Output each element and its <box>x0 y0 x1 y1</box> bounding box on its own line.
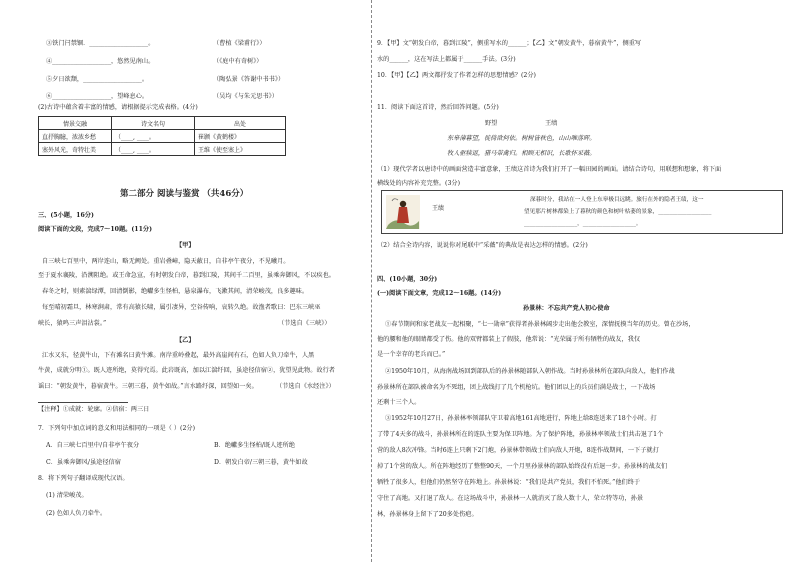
source-4: （《庭中有奇树》） <box>213 58 263 65</box>
article-line: 还剩十三个人。 <box>377 399 421 406</box>
q8-item-1: (1) 清荣峻茂。 <box>46 492 88 499</box>
column-divider <box>371 0 372 562</box>
poem-author: 王绩 <box>545 120 558 127</box>
left-column <box>0 0 372 562</box>
question-8: 8．将下列句子翻译成现代汉语。 <box>38 475 129 482</box>
q7-option-a[interactable]: A．自三峡七百里中/自非亭午夜分 <box>46 442 140 449</box>
table-cell[interactable]: （____, ____。 <box>112 130 195 143</box>
table-cell[interactable]: （____, ____。 <box>112 143 195 156</box>
q11-1: （1）现代学者以唐诗中的画面营造丰富意象，王绩这首诗为我们打开了一幅田园的画面。请结合诗句，用联想和想象，将下面 <box>377 166 722 173</box>
table-cell: 王维《使至塞上》 <box>195 143 286 156</box>
q11-2: （2）结合全诗内容，说说你对尾联中“采薇”的典故是表达怎样的情感。(2分) <box>377 242 588 249</box>
article-line: 了带了4天多的战斗，孙景林所在的连队主要为保卫阵地。为了保护阵地，孙景林率领战士们共击退了1个 <box>377 431 664 438</box>
poem-line: 牧人驱犊返，猎马带禽归。相顾无相识，长歌怀采薇。 <box>447 150 596 157</box>
scene-box <box>381 190 783 234</box>
question-10: 10．【甲】【乙】两文都抒发了作者怎样的思想情感？(2分) <box>377 72 536 79</box>
passage-label-yi: 【乙】 <box>176 337 195 344</box>
poem-title: 野望 <box>485 120 498 127</box>
table-row <box>39 143 286 156</box>
jia-line: 峡长，猿鸣三声泪沾裳。” <box>38 320 107 327</box>
section-title: 第二部分 阅读与鉴赏 （共46分） <box>120 189 249 199</box>
q11-1-cont: 横线处的内容补充完整。(3分) <box>377 180 461 187</box>
yi-line: 牛黄，成就分明①。既人迹所绝，莫得究焉。此岩既高，加以江湍纡回，虽途径信宿②，犹望见此物。故行者 <box>38 367 335 374</box>
q2-intro: (2)古诗中蕴含着丰富的情感，请根据提示完成表格。(4分) <box>38 104 198 111</box>
box-line[interactable]: ___________________，___________________。 <box>524 221 642 227</box>
fill-line-4: ④___________________，悠然见南山。 <box>46 58 155 65</box>
jia-source: （节选自《三峡》） <box>278 320 331 327</box>
box-line[interactable]: 望见那片树林都染上了暮秋的颜色和树叶枯萎的景象，___________________ <box>524 209 712 215</box>
table-cell: 崔颢《黄鹤楼》 <box>195 130 286 143</box>
box-poet-name: 王绩 <box>432 205 445 212</box>
source-3: （曹植《梁甫行》） <box>213 40 266 47</box>
q7-option-d[interactable]: D．朝发白帝/三朝三暮，黄牛如故 <box>214 459 308 466</box>
q8-item-2: (2) 色如人负刀牵牛。 <box>46 510 107 517</box>
table-header: 诗文名句 <box>112 117 195 130</box>
table-header: 出处 <box>195 117 286 130</box>
article-line: 他的腰和他的眼睛都受了伤。他的双臂都装上了假肢，他常说：“光荣属于所有牺牲的战友，我仅 <box>377 336 641 343</box>
q7-option-c[interactable]: C．虽乘奔御风/虽途径信宿 <box>46 459 121 466</box>
article-line: ①春节期间和家老战友一起相聚，“七一勋章”获得者孙景林阔步走出他会教室，深情抚摸当年的历史。曾在沙场， <box>385 321 695 328</box>
jia-line: 自三峡七百里中，两岸连山，略无阙处。重岩叠嶂，隐天蔽日，自非亭午夜分，不见曦月。 <box>42 258 290 265</box>
passage-label-jia: 【甲】 <box>176 242 195 249</box>
article-line: 营的敌人8次冲锋。当时6连上只剩下2门炮，孙景林带领战士们向敌人开炮，8连作战期间，一下子就打 <box>377 447 659 454</box>
section-4-heading: 四、(10小题，30分) <box>377 276 438 283</box>
table-row <box>39 130 286 143</box>
notes: 【注释】①成就：轮廓。②信宿：两三日 <box>38 406 150 413</box>
article-line: 掉了1个营的敌人。所在阵地经历了整整90天，一个月里孙景林的部队始终没有后退一步。孙景林的战友们 <box>377 463 668 470</box>
article-line: ②1950年10月，从海南战场回到部队后的孙景林随部队入朝作战。当时孙景林所在部队向敌人，他们作战 <box>385 368 675 375</box>
question-9: 9．【甲】文“朝发白帝，暮到江陵”，侧重写水的______；【乙】文“朝发黄牛，暮宿黄牛”，侧重写 <box>377 40 642 47</box>
article-line: 守住了高地。又打退了敌人。在这场战斗中，孙景林一人就消灭了敌人数十人，荣立特等功，孙景 <box>377 495 644 502</box>
table-cell: 直抒胸臆，浓浓乡愁 <box>39 130 112 143</box>
box-line: 深暮时分，我站在一人登上东皋极目远眺。旅行在外的隐者王绩，这一 <box>530 197 704 203</box>
sub-section-heading: (一)阅读下面文章，完成12～16题。(14分) <box>377 290 502 297</box>
article-line: 是一个幸存的老兵而已。” <box>377 351 446 358</box>
jia-line: 春冬之时，则素湍绿潭，回清倒影，绝巘多生怪柏，悬泉瀑布，飞漱其间，清荣峻茂，良多趣味。 <box>42 288 309 295</box>
fill-line-6: ⑥___________________，望峰息心。 <box>46 93 149 100</box>
jia-line: 每至晴初霜旦，林寒涧肃，常有高猿长啸，属引凄异，空谷传响，哀转久绝。故渔者歌曰：巴东三峡巫 <box>42 304 321 311</box>
fill-line-5: ⑤夕日欲颓，___________________。 <box>46 76 149 83</box>
article-line: 林，孙景林身上留下了20多处伤疤。 <box>377 511 478 518</box>
poet-illustration <box>386 195 420 229</box>
table-header: 情景交融 <box>39 117 112 130</box>
jia-line: 至于夏水襄陵，沿溯阻绝。或王命急宣，有时朝发白帝，暮到江陵，其间千二百里，虽乘奔御风，不以疾也。 <box>38 272 335 279</box>
question-7: 7．下列句中加点词的意义和用法相同的一项是（ ）(2分) <box>38 425 195 432</box>
article-line: 孙景林所在部队被命名为不死组，团上战线打了几个机枪坑。他们团以上的兵员们满是战士，一下战场 <box>377 384 656 391</box>
yi-line: 谣曰：“朝发黄牛，暮宿黄牛。三朝三暮，黄牛如故。”言水路纡深，回望如一矣。 <box>38 383 258 390</box>
article-title: 孙景林：不忘共产党人初心使命 <box>523 305 610 312</box>
right-column <box>373 0 794 562</box>
table-header-row <box>39 117 286 130</box>
section-heading: 三、(5小题，16分) <box>38 212 94 219</box>
question-9-cont: 水的______，这在写法上都属于______手法。(3分) <box>377 56 516 63</box>
q7-option-b[interactable]: B．绝巘多生怪柏/既人迹所绝 <box>214 442 295 449</box>
question-11: 11．阅读下面这首诗，然后回答问题。(5分) <box>377 104 499 111</box>
read-prompt: 阅读下面的文段，完成7～10题。(11分) <box>38 226 153 233</box>
yi-line: 江水又东，径黄牛山，下有滩名曰黄牛滩。南岸重岭叠起，最外高崖间有石，色如人负刀牵牛，人黑 <box>42 352 315 359</box>
emotion-table <box>38 116 286 156</box>
table-cell: 塞外风光，奇特壮美 <box>39 143 112 156</box>
article-line: 牺牲了很多人，但他们仍然坚守在阵地上。孙景林说：“我们是共产党员，我们不怕死。”他们终于 <box>377 479 641 486</box>
source-5: （陶弘景《答谢中书书》） <box>213 76 285 83</box>
article-line: ③1952年10月27日，孙景林率领部队守卫着高地161高地进行，阵地上给8连送来了18个小时。打 <box>385 415 657 422</box>
source-6: （吴均《与朱元思书》） <box>213 93 278 100</box>
fill-line-3: ③铁门闩禁锢．___________________。 <box>46 40 155 47</box>
poem-line: 东皋薄暮望，徙倚欲何依。树树皆秋色，山山唯落晖。 <box>447 135 596 142</box>
yi-source: （节选自《水经注》） <box>276 383 335 390</box>
note-rule <box>38 402 128 403</box>
